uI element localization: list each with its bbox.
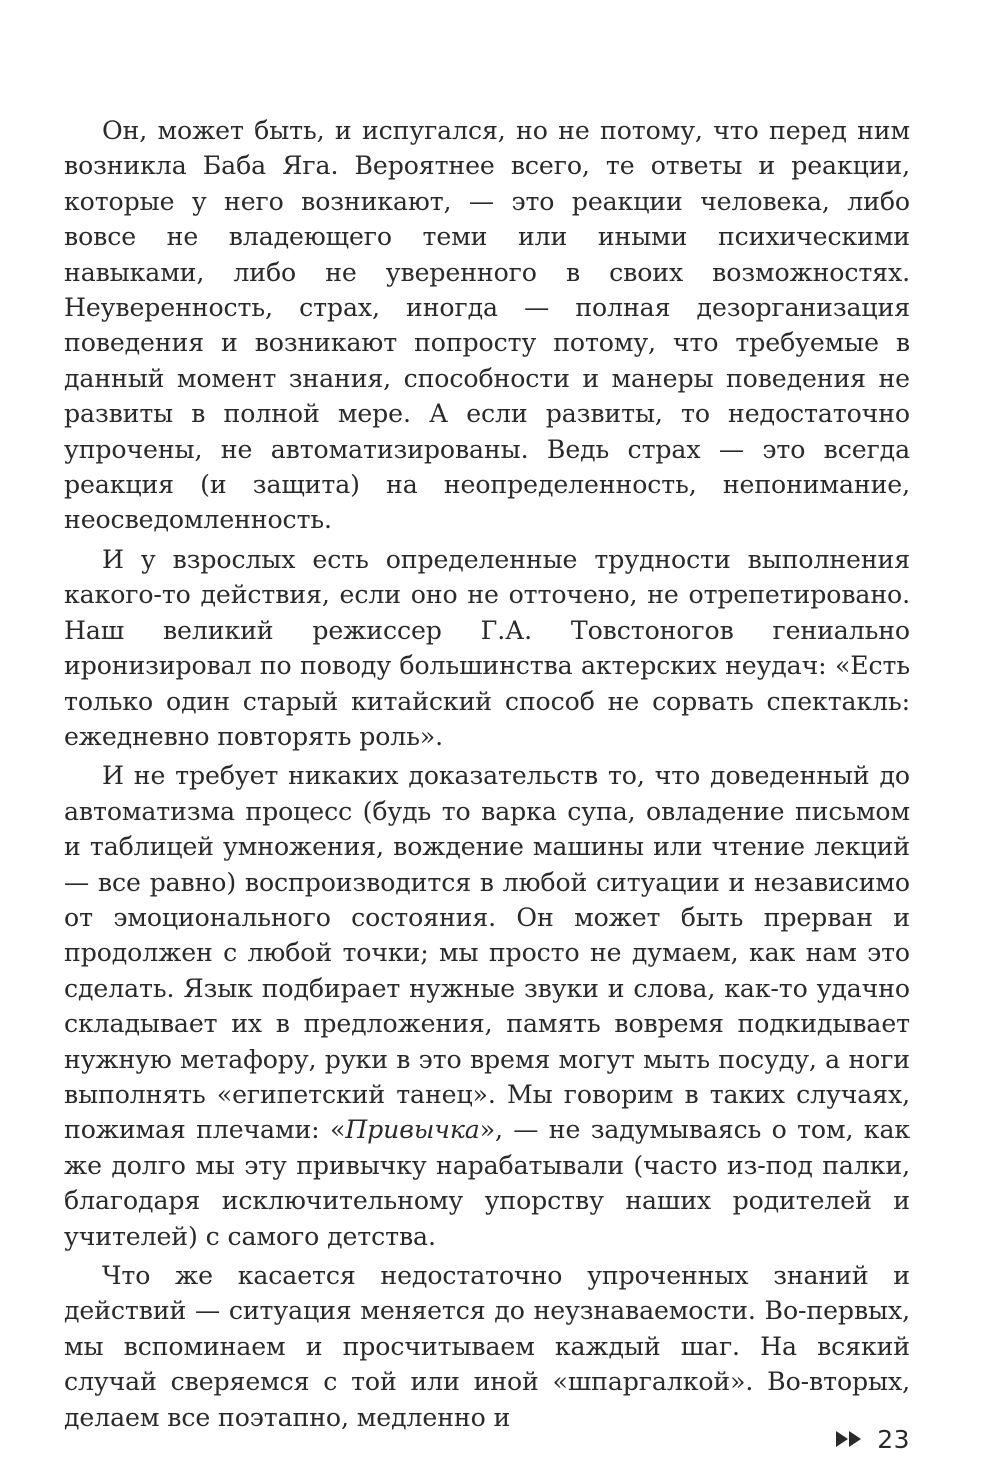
paragraph-1: [64, 113, 910, 538]
italic-term: Привычка: [345, 1115, 480, 1145]
paragraph-2: [64, 542, 910, 754]
paragraph-text: И не требует никаких доказательств то, что доведенный до автоматизма процесс (будь то варка супа, овладение письмом и таблицей умножения, вождение машины или чтение лекций — все равно) воспроизводится в любой ситуации и независимо от эмоционального состояния. Он может быть прерван и продолжен с любой точки; мы просто не думаем, как нам это сделать. Язык подбирает нужные звуки и слова, как-то удачно складывает их в предложения, память вовремя подкидывает нужную метафору, руки в это время могут мыть посуду, а ноги выполнять «египетский танец». Мы говорим в таких случаях, пожимая плечами: «: [64, 761, 910, 1145]
paragraph-text: Что же касается недостаточно упроченных знаний и действий — ситуация меняется до неузнаваемости. Во-первых, мы вспоминаем и просчитываем каждый шаг. На всякий случай сверяемся с той или иной «шпаргалкой». Во-вторых, делаем все поэтапно, медленно и: [64, 1261, 910, 1432]
paragraph-4: [64, 1258, 910, 1435]
text-body: [64, 113, 910, 1435]
paragraph-text: Он, может быть, и испугался, но не потому, что перед ним возникла Баба Яга. Вероятнее всего, те ответы и реакции, которые у него возникают, — это реакции человека, либо вовсе не владеющего теми или иными психическими навыками, либо не уверенного в своих возможностях. Неуверенность, страх, иногда — полная дезорганизация поведения и возникают попросту потому, что требуемые в данный момент знания, способности и манеры поведения не развиты в полной мере. А если развиты, то недостаточно упрочены, не автоматизированы. Ведь страх — это всегда реакция (и защита) на неопределенность, непонимание, неосведомленность.: [64, 116, 910, 535]
page-number: 23: [877, 1424, 910, 1454]
paragraph-text: », — не задумываясь о том, как же долго мы эту привычку нарабатывали (часто из-под палки, благодаря исключительному упорству наших родителей и учителей) с самого детства.: [64, 1115, 911, 1251]
double-arrow-right-icon: [835, 1429, 863, 1449]
page-footer: [835, 1422, 910, 1456]
paragraph-3: [64, 758, 910, 1254]
paragraph-text: И у взрослых есть определенные трудности выполнения какого-то действия, если оно не отточено, не отрепетировано. Наш великий режиссер Г.А. Товстоногов гениально иронизировал по поводу большинства актерских неудач: «Есть только один старый китайский способ не сорвать спектакль: ежедневно повторять роль».: [64, 544, 910, 751]
